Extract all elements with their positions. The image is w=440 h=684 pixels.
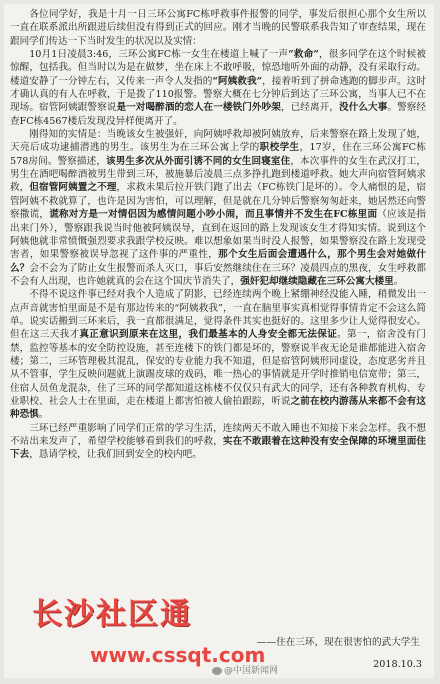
watermark-logo: 长沙社区通 — [32, 597, 192, 632]
text-run: ，很多同学在这个时候被惊醒，包括我。但当时以为是在做梦，坐在床上不敢呼吸，惊恐地听外面的动静，没有采取行动。楼道安静了一分钟左右，又传来一声令人发指的 — [10, 49, 427, 87]
text-run: 。警察经查FC栋4567楼后发现没异样便离开了。 — [10, 102, 427, 127]
signature: ——住在三环，现在很害怕的武大学生 — [256, 637, 420, 648]
text-run: ，恳请学校，让我们回到安全的校内吧。 — [29, 449, 202, 461]
bold-run: 实在不敢跟着在这种没有安全保障的环境里面住下去 — [10, 436, 427, 461]
bold-run: 没什么大事 — [339, 102, 388, 114]
text-run: ，本次事件的女生在武汉打工，男生在酒吧喝醉酒被男生带到三环，被施暴后凌晨三点多挣扎跑到楼道呼救。她大声向宿管阿姨求救， — [10, 155, 427, 194]
weibo-icon — [212, 667, 222, 675]
weibo-credit-text: @中国新闻网 — [224, 666, 279, 676]
text-run: ，接着听到了拼命逃跑的脚步声。这时才确认真的有人在呼救，于是拨了110报警。警察大概在七分钟后到达了三环公寓，当事人已不在现场。宿管阿姨跟警察说 — [10, 75, 426, 114]
paragraph-4 — [4, 288, 434, 421]
watermark-url: www.cssqt.com — [90, 643, 266, 667]
text-run: 10月1日凌晨3:46，三环公寓FC栋一女生在楼道上喊了一声 — [29, 49, 289, 61]
text-run: 。第一，宿舍没有门禁，监控等基本的安全防控设施，甚至连楼下的铁门都是坏的，警察说半夜无论是谁都能进入宿舍楼；第二，三环管理极其混乱，保安的专业能力我不知道，但是宿管阿姨形同虚设，态度恶劣并且从不管事，学生反映问题就上演踢皮球的戏码，唯一热心的事情就是开学时推销电信宽带；第三，住宿人员鱼龙混杂，住了三环的同学都知道这栋楼不仅仅只有武大的同学，还有各种教育机构、专业职校、社会人士在里面，走在楼道上都害怕被人偷拍跟踪，听说 — [10, 329, 427, 407]
weibo-credit — [212, 665, 278, 678]
text-run: 会不会为了防止女生报警而杀人灭口，事后安然继续住在三环？凌晨四点的黑夜，女生呼救都不会有人出现，也许她就真的会在这个国庆节消失了， — [10, 262, 427, 287]
bold-run: “阿姨救我” — [212, 75, 263, 87]
paragraph-5 — [4, 422, 434, 462]
bold-run: 强奸犯却继续隐藏在三环公寓大楼里 — [240, 275, 394, 287]
text-run: ，17岁，住在三环公寓FC栋578房间。警察描述， — [10, 142, 426, 167]
paragraph-1 — [4, 8, 434, 48]
text-run: 各位同学好，我是十月一日三环公寓FC栋呼救事件报警的同学，事发后很担心那个女生所以一直在联系派出所跟进后续但没有得到正式的回应。刚才当晚的民警联系我告知了审查结果，现在跟同学们传达一下当时发生的状况以及实情： — [10, 9, 426, 47]
bold-run: 那个女生后面会遭遇什么，那个男生会对她做什么？ — [10, 249, 427, 274]
bold-run: 职校学生 — [259, 142, 300, 154]
text-run: 三环已经严重影响了同学们正常的学习生活，连续两天不敢入睡也不知接下来会怎样。我不想不站出来发声了，希望学校能够看到我们的呼救， — [10, 422, 426, 447]
text-run: ，求救未果后拉开铁门跑了出去（FC栋铁门是坏的）。令人痛恨的是，宿管阿姨不救就算了，也许是因为害怕，可以理解，但是就在几分钟后警察匆匆赶来，她居然还向警察撒谎， — [10, 182, 426, 221]
document-page — [4, 4, 434, 678]
bold-run: 之前在校内游荡从来都不会有这种恐惧 — [10, 395, 427, 421]
text-run: 不得不说这件事已经对我个人造成了阴影，已经连续两个晚上紧绷神经没能入睡，稍微发出一点声音就害怕里面是不是有那边传来的“阿姨救我”，一直在脑里事实真相觉得事情肯定不会这么简单。说实话搬到三环来后，我一直都很满足，觉得条件其实也挺好的。这里多少让人觉得很安心。但在这三天我才 — [10, 289, 426, 341]
date: 2018.10.3 — [373, 659, 422, 670]
text-run: 刚得知的实情是：当晚该女生被强奸，向阿姨呼救却被阿姨放弃，后来警察在路上发现了她，天亮后成功逮捕潜逃的男生。该男生为在三环公寓上学的 — [10, 129, 426, 154]
bold-run: 是一对喝醉酒的恋人在一楼铁门外吵架 — [116, 102, 281, 114]
bold-run: “救命” — [288, 49, 319, 61]
text-run: 。 — [38, 409, 49, 421]
paragraph-3 — [4, 128, 434, 288]
bold-run: 但宿管阿姨置之不理 — [29, 182, 117, 194]
text-run: ，已经离开， — [280, 102, 340, 114]
bold-run: 谎称对方是一对情侣因为感情问题小吵小闹，而且事情并不发生在FC栋里面 — [49, 209, 378, 221]
bold-run: 该男生多次从外面引诱不同的女生回寝室住 — [106, 155, 291, 167]
paragraph-2 — [4, 48, 434, 128]
bold-run: 真正意识到原来在这里，我们最基本的人身安全都无法保证 — [79, 329, 338, 341]
text-run: （应该是指出来门外），警察跟我说当时他被阿姨误导，直到在返回的路上发现该女生才得知实情。说到这个阿姨他就非常愤慨强烈要求我跟学校反映。难以想象如果当时没人报警，如果警察没在路上发现受害者，如果警察被误导忽视了这件事的严重性， — [10, 209, 427, 261]
text-run: 。 — [393, 275, 404, 287]
